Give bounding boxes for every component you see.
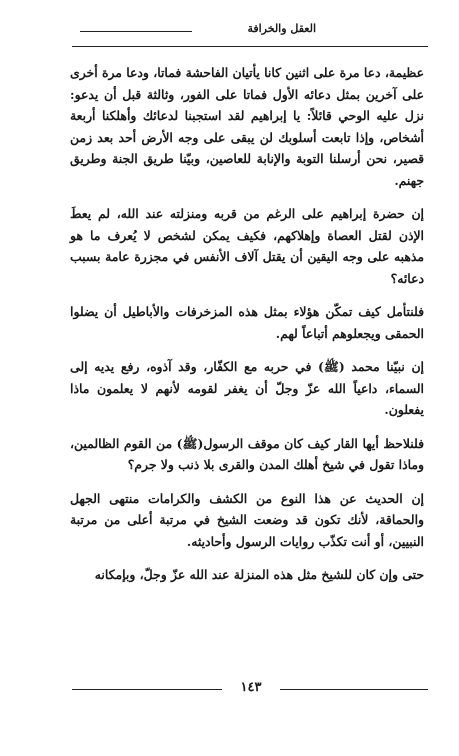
- header-rule-short: [80, 31, 192, 32]
- footer-rule-right: [280, 689, 428, 690]
- running-header-title: العقل والخرافة: [247, 22, 316, 35]
- paragraph: إن الحديث عن هذا النوع من الكشف والكرامات منتهى الجهل والحماقة، لأنك تكون قد وضعت الشيخ في مرتبة أعلى من مرتبة النبيين، أو أنت تكذّب روايات الرسول وأحاديثه.: [70, 490, 424, 549]
- paragraph: إن نبيّنا محمد (ﷺ) في حربه مع الكفّار، وقد آذوه، رفع يديه إلى السماء، داعياً الله عزّ وجلّ أن يغفر لقومه لأنهم لا يعلمون ماذا يفعلون.: [70, 359, 424, 417]
- footer-rule-left: [72, 689, 222, 690]
- paragraph: فلنلاحظ أيها القار كيف كان موقف الرسول(ﷺ) من القوم الظالمين، وماذا تقول في شيخ أهلك المدن والقرى بلا ذنب ولا جرم؟: [70, 435, 424, 472]
- running-header: [72, 22, 428, 50]
- paragraph: حتى وإن كان للشيخ مثل هذه المنزلة عند الله عزّ وجلّ، وبإمكانه: [94, 567, 424, 582]
- page-footer: [72, 680, 428, 700]
- paragraph: عظيمة، دعا مرة على اثنين كانا يأتيان الفاحشة فماتا، ودعا مرة أخرى على آخرين بمثل دعائه الأول فماتا على الفور، وثالثة قبل أن يدعو: نزل عليه الوحي قائلاً: يا إبراهيم لقد استجبنا لدعائك وأهلكنا أربعة أشخاص، وإذا تابعت أسلوبك لن يبقى على وجه الأرض أحد بعد زمن قصير، نحن أرسلنا التوبة والإنابة للعاصين، وبيّنا طريق الجنة وطريق جهنم.: [70, 65, 424, 188]
- page-body: [70, 62, 424, 598]
- paragraph: فلنتأمل كيف تمكّن هؤلاء بمثل هذه المزخرفات والأباطيل أن يضلوا الحمقى ويجعلوهم أتباعاً لهم.: [70, 304, 424, 341]
- header-rule: [72, 46, 428, 47]
- page-number: ١٤٣: [240, 680, 262, 695]
- paragraph: إن حضرة إبراهيم على الرغم من قربه ومنزلته عند الله، لم يعطَ الإذن لقتل العصاة وإهلاكهم، فكيف يمكن لشخص لا يُعرف ما هو مذهبه على وجه اليقين أن يقتل آلاف الأنفس في مجزرة عامة بسبب دعائه؟: [70, 206, 424, 286]
